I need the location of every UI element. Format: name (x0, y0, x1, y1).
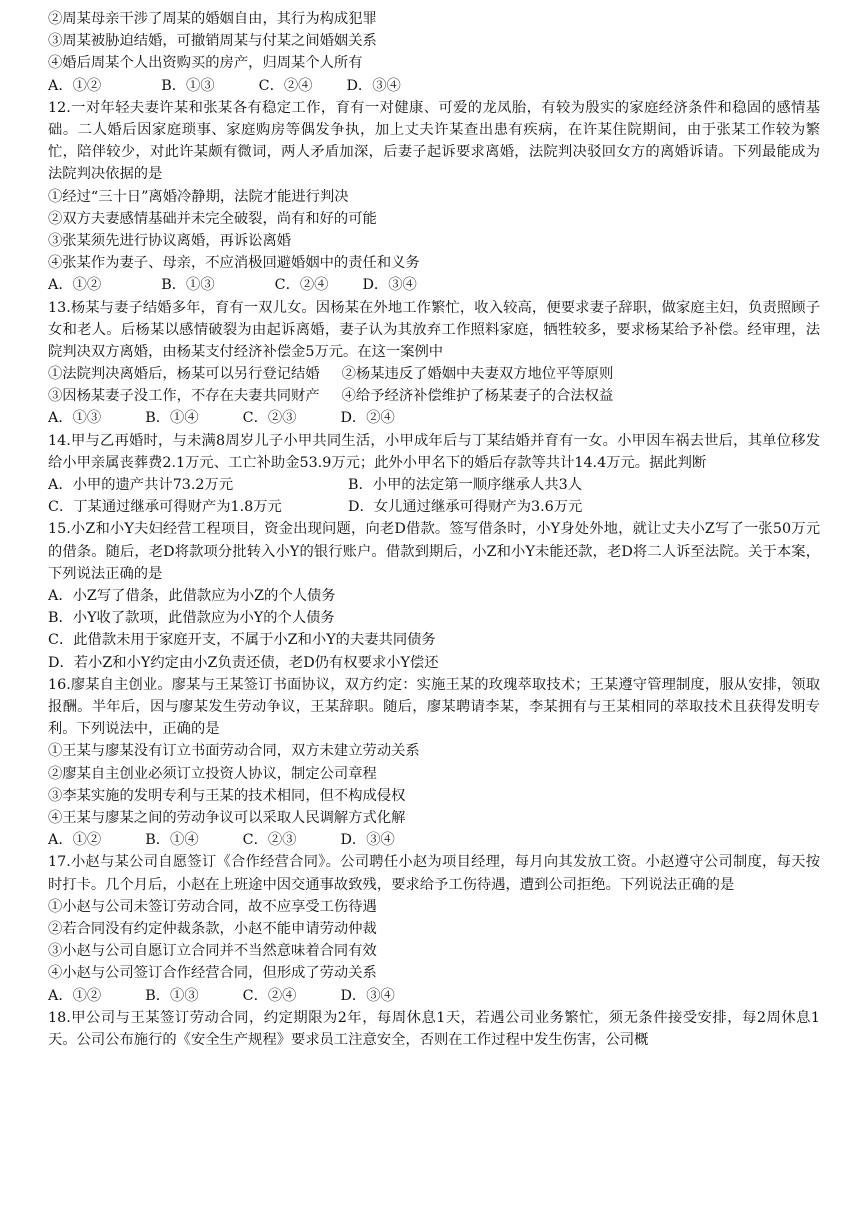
q17-statement-1: ①小赵与公司未签订劳动合同，故不应享受工伤待遇 (48, 898, 377, 915)
q16-option-d: D．③④ (340, 832, 395, 849)
q16-options (48, 829, 820, 851)
q11-option-c: C．②④ (258, 77, 313, 94)
q17-option-a: A．①② (48, 987, 102, 1004)
q14-options-row-2 (48, 496, 820, 518)
q12-option-d: D．③④ (362, 277, 417, 294)
q14-option-d: D．女儿通过继承可得财产为3.6万元 (348, 499, 583, 516)
q18-stem: 18.甲公司与王某签订劳动合同，约定期限为2年，每周休息1天，若遇公司业务繁忙，须无条件接受安排，每2周休息1天。公司公布施行的《安全生产规程》要求员工注意安全，否则在工作过程中发生伤害，公司概 (48, 1009, 820, 1048)
q12-options (48, 274, 820, 296)
q12-statement-1: ①经过“三十日”离婚冷静期，法院才能进行判决 (48, 188, 349, 205)
q12-statement-3: ③张某须先进行协议离婚，再诉讼离婚 (48, 232, 292, 249)
q15-option-d: D．若小Z和小Y约定由小Z负责还债，老D仍有权要求小Y偿还 (48, 654, 439, 671)
q13-option-c: C．②③ (242, 410, 297, 427)
q12-option-c: C．②④ (274, 277, 329, 294)
q11-option-d: D．③④ (346, 77, 401, 94)
q12-statement-4: ④张某作为妻子、母亲，不应消极回避婚姻中的责任和义务 (48, 255, 420, 272)
q15-stem: 15.小Z和小Y夫妇经营工程项目，资金出现问题，向老D借款。签写借条时，小Y身处外地，就让丈夫小Z写了一张50万元的借条。随后，老D将款项分批转入小Y的银行账户。借款到期后，小Z和小Y未能还款，老D将二人诉至法院。关于本案，下列说法正确的是 (48, 521, 820, 582)
q16-stem: 16.廖某自主创业。廖某与王某签订书面协议，双方约定：实施王某的玫瑰萃取技术；王某遵守管理制度，服从安排，领取报酬。半年后，因与廖某发生劳动争议，王某辞职。随后，廖某聘请李某，李某拥有与王某相同的萃取技术且获得发明专利。下列说法中，正确的是 (48, 676, 820, 738)
q16-option-c: C．②③ (242, 832, 297, 849)
q14-option-a: A．小甲的遗产共计73.2万元 (48, 477, 234, 494)
q11-statement-4: ④婚后周某个人出资购买的房产，归周某个人所有 (48, 55, 363, 72)
q12-option-a: A．①② (48, 277, 102, 294)
q11-statement-2: ②周某母亲干涉了周某的婚姻自由，其行为构成犯罪 (48, 11, 377, 27)
q16-statement-3: ③李某实施的发明专利与王某的技术相同，但不构成侵权 (48, 787, 406, 804)
q13-statement-3: ③因杨某妻子没工作，不存在夫妻共同财产 (48, 388, 320, 405)
q11-option-b: B．①③ (161, 77, 215, 94)
document-page (48, 8, 820, 1051)
q17-option-d: D．③④ (340, 987, 395, 1004)
q11-options (48, 75, 820, 97)
q13-statement-2: ②杨某违反了婚姻中夫妻双方地位平等原则 (341, 366, 614, 383)
q17-statement-3: ③小赵与公司自愿订立合同并不当然意味着合同有效 (48, 943, 377, 960)
q13-statements-row-2 (48, 385, 820, 407)
q12-statement-2: ②双方夫妻感情基础并未完全破裂，尚有和好的可能 (48, 210, 377, 227)
q17-statement-2: ②若合同没有约定仲裁条款，小赵不能申请劳动仲裁 (48, 920, 377, 937)
q14-options-row-1 (48, 474, 820, 496)
q13-statements-row-1 (48, 363, 820, 385)
q13-option-b: B．①④ (145, 410, 199, 427)
q16-option-a: A．①② (48, 832, 102, 849)
q14-option-b: B．小甲的法定第一顺序继承人共3人 (348, 477, 583, 494)
q17-option-b: B．①③ (145, 987, 199, 1004)
q17-stem: 17.小赵与某公司自愿签订《合作经营合同》。公司聘任小赵为项目经理，每月向其发放工资。小赵遵守公司制度，每天按时打卡。几个月后，小赵在上班途中因交通事故致残，要求给予工伤待遇，遭到公司拒绝。下列说法正确的是 (48, 854, 820, 893)
q17-options (48, 985, 820, 1007)
q14-stem: 14.甲与乙再婚时，与未满8周岁儿子小甲共同生活，小甲成年后与丁某结婚并育有一女。小甲因车祸去世后，其单位移发给小甲亲属丧葬费2.1万元、工亡补助金53.9万元；此外小甲名下的婚后存款等共计14.4万元。据此判断 (48, 432, 820, 471)
q15-option-c: C．此借款未用于家庭开支，不属于小Z和小Y的夫妻共同债务 (48, 632, 436, 649)
q11-option-a: A．①② (48, 77, 102, 94)
q16-statement-4: ④王某与廖某之间的劳动争议可以采取人民调解方式化解 (48, 809, 406, 826)
q17-option-c: C．②④ (242, 987, 297, 1004)
q13-statement-4: ④给予经济补偿维护了杨某妻子的合法权益 (341, 388, 614, 405)
q16-statement-2: ②廖某自主创业必须订立投资人协议，制定公司章程 (48, 765, 377, 782)
q11-statement-3: ③周某被胁迫结婚，可撤销周某与付某之间婚姻关系 (48, 33, 377, 50)
q12-option-b: B．①③ (161, 277, 215, 294)
q13-statement-1: ①法院判决离婚后，杨某可以另行登记结婚 (48, 366, 320, 383)
q13-option-d: D．②④ (340, 410, 395, 427)
q14-option-c: C．丁某通过继承可得财产为1.8万元 (48, 499, 282, 516)
q16-option-b: B．①④ (145, 832, 199, 849)
q16-statement-1: ①王某与廖某没有订立书面劳动合同，双方未建立劳动关系 (48, 743, 420, 760)
q13-stem: 13.杨某与妻子结婚多年，育有一双儿女。因杨某在外地工作繁忙，收入较高，便要求妻子辞职，做家庭主妇，负责照顾子女和老人。后杨某以感情破裂为由起诉离婚，妻子认为其放弃工作照料家庭，牺牲较多，要求杨某给予补偿。经审理，法院判决双方离婚，由杨某支付经济补偿金5万元。在这一案例中 (48, 299, 820, 360)
q13-option-a: A．①③ (48, 410, 102, 427)
q17-statement-4: ④小赵与公司签订合作经营合同，但形成了劳动关系 (48, 965, 377, 982)
q15-option-b: B．小Y收了款项，此借款应为小Y的个人债务 (48, 610, 335, 627)
q13-options (48, 407, 820, 429)
q12-stem: 12.一对年轻夫妻许某和张某各有稳定工作，育有一对健康、可爱的龙凤胎，有较为殷实的家庭经济条件和稳固的感情基础。二人婚后因家庭琐事、家庭购房等偶发争执，加上丈夫许某查出患有疾病，在许某住院期间，由于张某工作较为繁忙，陪伴较少，对此许某颇有微词，两人矛盾加深，后妻子起诉要求离婚，法院判决驳回女方的离婚诉请。下列最能成为法院判决依据的是 (48, 99, 820, 183)
q15-option-a: A．小Z写了借条，此借款应为小Z的个人债务 (48, 588, 336, 605)
